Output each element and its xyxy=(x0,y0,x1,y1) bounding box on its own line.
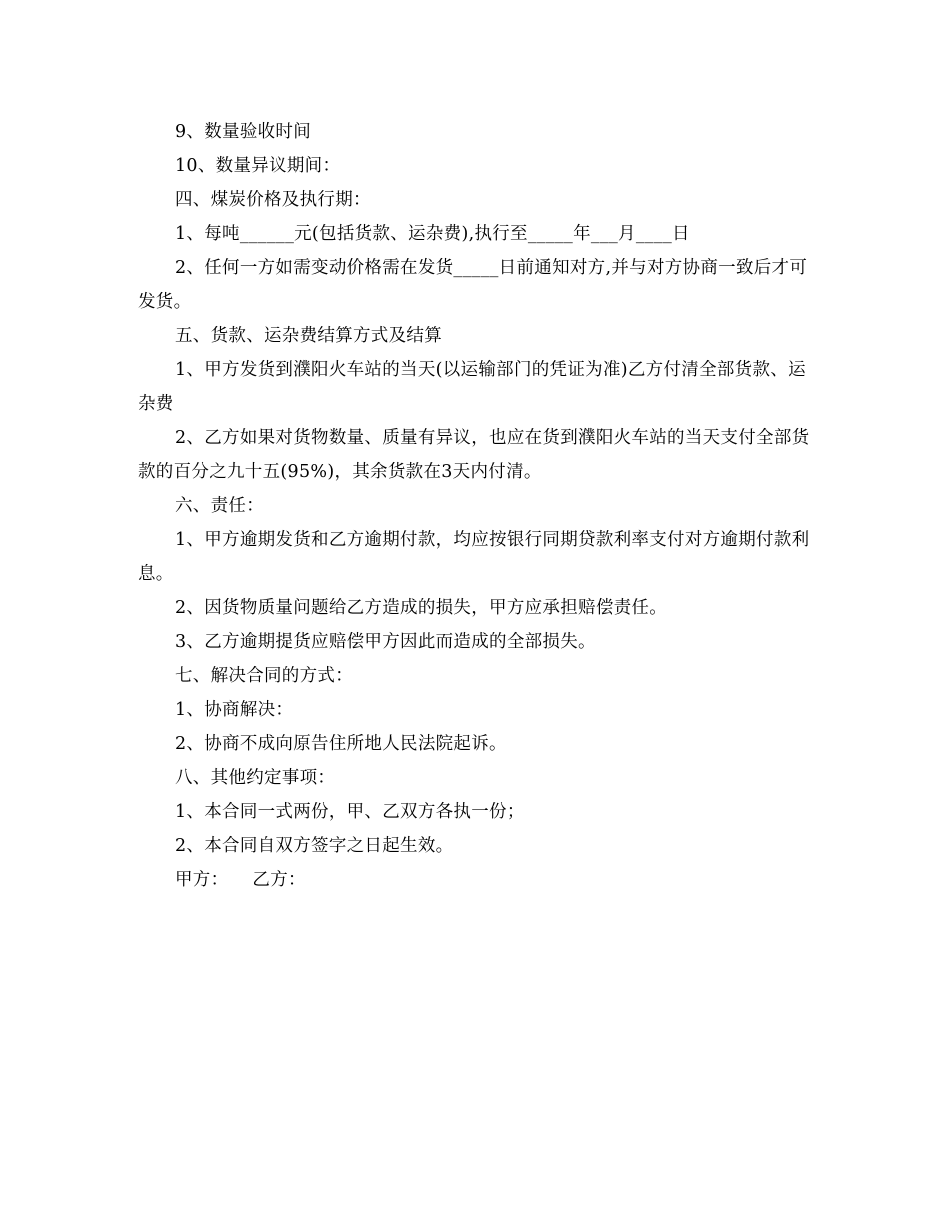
signature-line xyxy=(138,863,818,897)
paragraph-liability-late-pickup: 3、乙方逾期提货应赔偿甲方因此而造成的全部损失。 xyxy=(175,632,596,652)
paragraph-quantity-objection-period: 10、数量异议期间： xyxy=(175,156,341,176)
paragraph-other-copies: 1、本合同一式两份，甲、乙双方各执一份； xyxy=(175,802,525,822)
section-heading-price: 四、煤炭价格及执行期： xyxy=(175,190,371,210)
paragraph-quantity-acceptance-time: 9、数量验收时间 xyxy=(175,122,312,142)
paragraph-price-change-notice: 2、任何一方如需变动价格需在发货_____日前通知对方,并与对方协商一致后才可发货。 xyxy=(138,258,808,312)
paragraph-liability-quality: 2、因货物质量问题给乙方造成的损失，甲方应承担赔偿责任。 xyxy=(175,598,668,618)
paragraph-dispute-negotiation: 1、协商解决： xyxy=(175,700,294,720)
paragraph-settlement-full-payment: 1、甲方发货到濮阳火车站的当天(以运输部门的凭证为准)乙方付清全部货款、运杂费 xyxy=(138,360,806,414)
paragraph-other-effective: 2、本合同自双方签字之日起生效。 xyxy=(175,836,454,856)
party-a-label: 甲方： xyxy=(175,870,229,890)
paragraph-liability-overdue: 1、甲方逾期发货和乙方逾期付款，均应按银行同期贷款利率支付对方逾期付款利息。 xyxy=(138,530,810,584)
paragraph-price-per-ton: 1、每吨______元(包括货款、运杂费),执行至_____年___月____日 xyxy=(175,224,690,244)
party-b-label: 乙方： xyxy=(252,870,306,890)
section-heading-dispute: 七、解决合同的方式： xyxy=(175,666,353,686)
contract-body xyxy=(138,115,818,897)
section-heading-settlement: 五、货款、运杂费结算方式及结算 xyxy=(175,326,442,346)
section-heading-other: 八、其他约定事项： xyxy=(175,768,336,788)
section-heading-liability: 六、责任： xyxy=(175,496,264,516)
paragraph-dispute-court: 2、协商不成向原告住所地人民法院起诉。 xyxy=(175,734,507,754)
paragraph-settlement-objection: 2、乙方如果对货物数量、质量有异议，也应在货到濮阳火车站的当天支付全部货款的百分之九十五(95%)，其余货款在3天内付清。 xyxy=(138,428,810,482)
